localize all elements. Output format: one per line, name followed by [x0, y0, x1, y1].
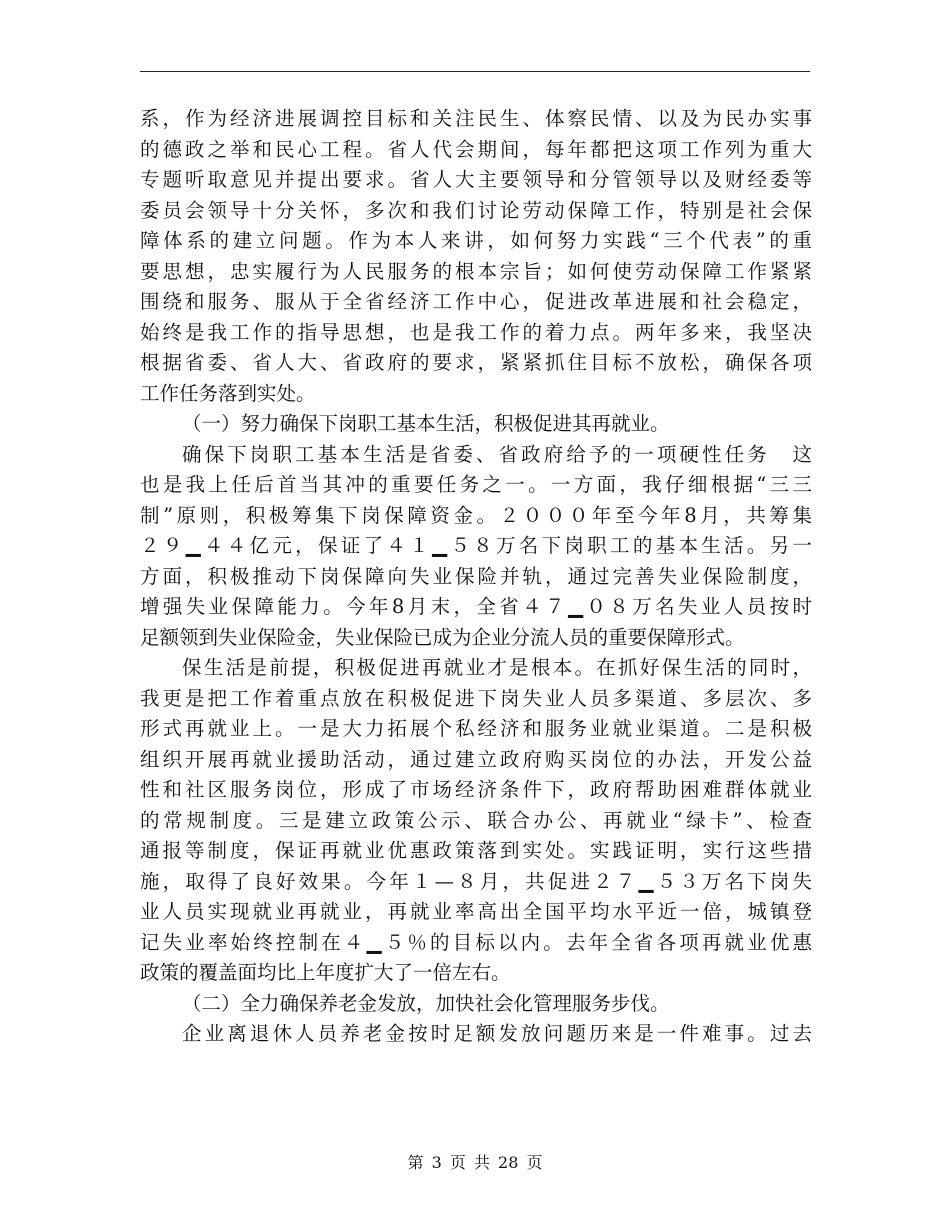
text-line: 方面，积极推动下岗保障向失业保险并轨，通过完善失业保险制度，	[140, 564, 812, 588]
text-line: 政策的覆盖面均比上年度扩大了一倍左右。	[140, 961, 511, 984]
text-line: 足额领到失业保险金，失业保险已成为企业分流人员的重要保障形式。	[140, 625, 745, 649]
body-text	[140, 104, 812, 1050]
text-line: 性和社区服务岗位，形成了市场经济条件下，政府帮助困难群体就业	[140, 778, 812, 801]
text-line: 也是我上任后首当其冲的重要任务之一。一方面，我仔细根据“三三	[140, 473, 812, 496]
text-line: （一）努力确保下岗职工基本生活，积极促进其再就业。	[182, 412, 670, 435]
text-line: 企业离退休人员养老金按时足额发放问题历来是一件难事。过去	[182, 1022, 812, 1045]
text-line: 障体系的建立问题。作为本人来讲，如何努力实践“三个代表”的重	[140, 229, 812, 252]
text-line: 施，取得了良好效果。今年１—８月，共促进２７▁５３万名下岗失	[140, 869, 812, 893]
text-line: 根据省委、省人大、省政府的要求，紧紧抓住目标不放松，确保各项	[140, 351, 812, 374]
text-line: 的常规制度。三是建立政策公示、联合办公、再就业“绿卡”、检查	[140, 808, 812, 832]
text-line: 专题听取意见并提出要求。省人大主要领导和分管领导以及财经委等	[140, 168, 812, 191]
text-line: 组织开展再就业援助活动，通过建立政府购买岗位的办法，开发公益	[140, 747, 812, 771]
text-line: 制”原则，积极筹集下岗保障资金。２０００年至今年8月，共筹集	[140, 503, 812, 527]
text-line: 要思想，忠实履行为人民服务的根本宗旨；如何使劳动保障工作紧紧	[140, 259, 812, 283]
text-line: 增强失业保障能力。今年8月末，全省４７▁０８万名失业人员按时	[140, 595, 812, 618]
text-line: 系，作为经济进展调控目标和关注民生、体察民情、以及为民办实事	[140, 107, 812, 130]
header-divider	[140, 71, 810, 72]
text-line: 工作任务落到实处。	[140, 381, 316, 405]
text-line: 业人员实现就业再就业，再就业率高出全国平均水平近一倍，城镇登	[140, 900, 812, 923]
text-line: 确保下岗职工基本生活是省委、省政府给予的一项硬性任务 这	[182, 442, 812, 466]
text-line: ２９▁４４亿元，保证了４１▁５８万名下岗职工的基本生活。另一	[140, 534, 812, 557]
text-line: 委员会领导十分关怀，多次和我们讨论劳动保障工作，特别是社会保	[140, 198, 812, 222]
page-footer: 第 3 页 共 28 页	[407, 1153, 543, 1172]
text-line: 的德政之举和民心工程。省人代会期间，每年都把这项工作列为重大	[140, 137, 812, 161]
text-line: （二）全力确保养老金发放，加快社会化管理服务步伐。	[182, 991, 670, 1015]
text-line: 我更是把工作着重点放在积极促进下岗失业人员多渠道、多层次、多	[140, 686, 812, 710]
text-line: 形式再就业上。一是大力拓展个私经济和服务业就业渠道。二是积极	[140, 717, 812, 740]
text-line: 围绕和服务、服从于全省经济工作中心，促进改革进展和社会稳定，	[140, 290, 812, 313]
text-line: 通报等制度，保证再就业优惠政策落到实处。实践证明，实行这些措	[140, 839, 812, 862]
text-line: 始终是我工作的指导思想，也是我工作的着力点。两年多来，我坚决	[140, 320, 812, 344]
text-line: 保生活是前提，积极促进再就业才是根本。在抓好保生活的同时，	[182, 656, 812, 679]
text-line: 记失业率始终控制在４▁５％的目标以内。去年全省各项再就业优惠	[140, 930, 812, 954]
